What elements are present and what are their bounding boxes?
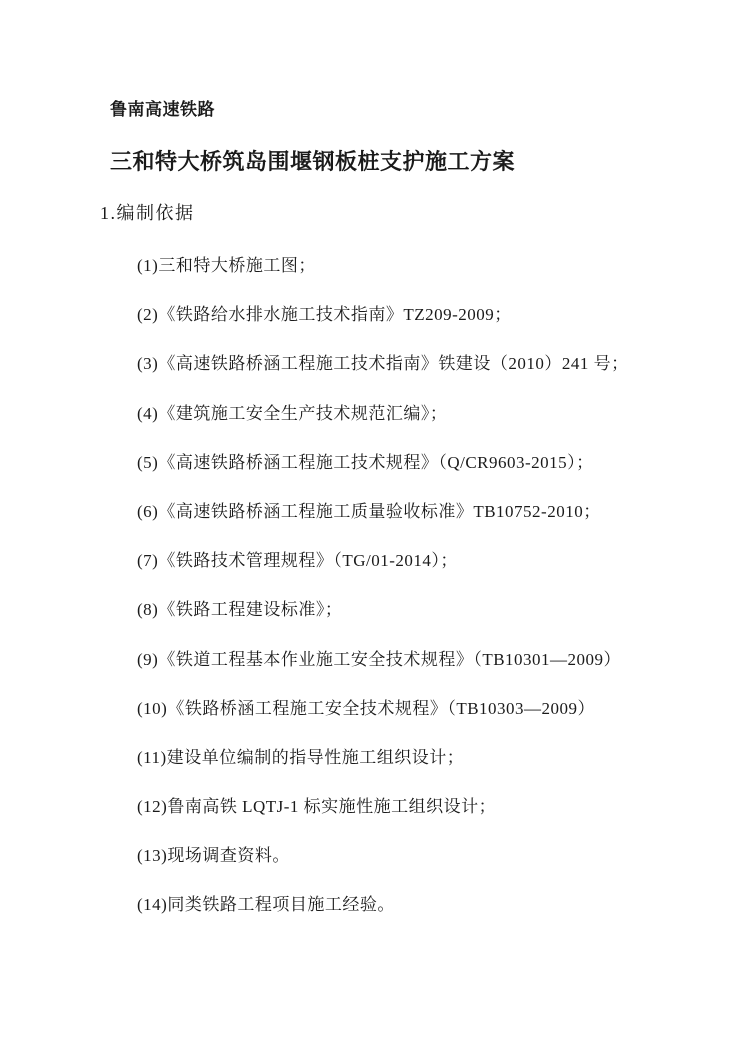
reference-item: (1)三和特大桥施工图； [137, 256, 316, 275]
reference-item: (9)《铁道工程基本作业施工安全技术规程》（TB10301—2009） [137, 649, 622, 669]
section-heading-basis: 1.编制依据 [100, 203, 195, 223]
project-name-header: 鲁南高速铁路 [110, 100, 215, 119]
reference-item: (14)同类铁路工程项目施工经验。 [137, 895, 395, 915]
reference-item: (11)建设单位编制的指导性施工组织设计； [137, 747, 465, 767]
reference-list [137, 256, 629, 945]
document-title: 三和特大桥筑岛围堰钢板桩支护施工方案 [110, 149, 516, 174]
reference-item: (5)《高速铁路桥涵工程施工技术规程》（Q/CR9603-2015）； [137, 452, 594, 472]
reference-item: (3)《高速铁路桥涵工程施工技术指南》铁建设（2010）241 号； [137, 354, 629, 374]
reference-item: (2)《铁路给水排水施工技术指南》TZ209-2009； [137, 305, 512, 325]
reference-item: (4)《建筑施工安全生产技术规范汇编》； [137, 403, 448, 423]
reference-item: (13)现场调查资料。 [137, 846, 290, 866]
reference-item: (10)《铁路桥涵工程施工安全技术规程》（TB10303—2009） [137, 698, 596, 718]
reference-item: (12)鲁南高铁 LQTJ-1 标实施性施工组织设计； [137, 797, 497, 817]
reference-item: (8)《铁路工程建设标准》； [137, 600, 343, 620]
reference-item: (6)《高速铁路桥涵工程施工质量验收标准》TB10752-2010； [137, 501, 601, 521]
reference-item: (7)《铁路技术管理规程》（TG/01-2014）； [137, 551, 458, 571]
